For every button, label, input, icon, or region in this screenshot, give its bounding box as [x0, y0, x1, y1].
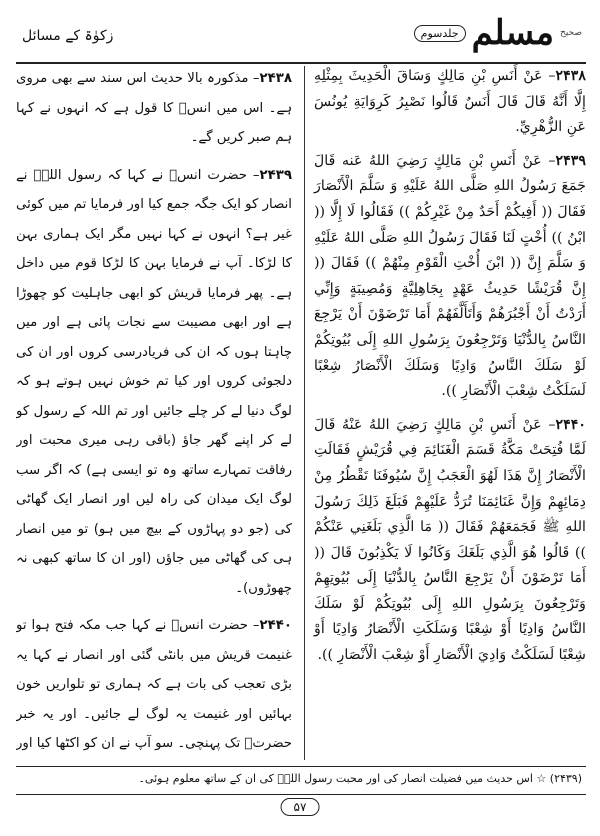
hadith-number: ۲۴۳۸ [555, 68, 586, 84]
footnote: (۲۴۳۹) ☆ اس حدیث میں فضیلت انصار کی اور محبت رسول اللہؐ کی ان کے ساتھ معلوم ہوئی۔ [138, 772, 582, 785]
arabic-hadith [314, 413, 586, 669]
hadith-number: ۲۴۴۰ [555, 416, 586, 433]
arabic-hadith [314, 64, 586, 141]
chapter-title: زکوٰۃ کے مسائل [22, 28, 114, 44]
column-divider [304, 66, 305, 760]
arabic-hadith [314, 149, 586, 405]
hadith-number: ۲۴۳۹ [555, 152, 586, 169]
page-header [16, 6, 586, 64]
paragraph-number: ۲۴۳۹ [259, 167, 292, 183]
book-title: مسلم [471, 13, 555, 53]
hadith-text: – عَنْ أَنَسِ بْنِ مَالِكٍ رَضِيَ اللهُ عَنْهُ قَالَ لَمَّا فُتِحَتْ مَكَّةُ قَسَمَ الْغَنَائِمَ فِي قُرَيْشٍ فَقَالَتِ الْأَنْصَارُ إِنَّ هَذَا لَهُوَ الْعَجَبُ إِنَّ سُيُوفَنَا تَقْطُرُ مِنْ دِمَائِهِمْ وَإِنَّ غَنَائِمَنَا تُرَدُّ عَلَيْهِمْ فَبَلَغَ ذَلِكَ رَسُولَ اللهِ ﷺ فَجَمَعَهُمْ فَقَالَ (( مَا الَّذِي بَلَغَنِي عَنْكُمْ )) قَالُوا هُوَ الَّذِي بَلَغَكَ وَكَانُوا لَا يَكْذِبُونَ قَالَ (( أَمَا تَرْضَوْنَ أَنْ يَرْجِعَ النَّاسُ بِالدُّنْيَا إِلَى بُيُوتِهِمْ وَتَرْجِعُونَ بِرَسُولِ اللهِ إِلَى بُيُوتِكُمْ لَوْ سَلَكَ النَّاسُ وَادِيًا أَوْ شِعْبًا وَسَلَكَتِ الْأَنْصَارُ وَادِيًا أَوْ شِعْبًا لَسَلَكْتُ وَادِيَ الْأَنْصَارِ أَوْ شِعْبَ الْأَنْصَارِ )). [314, 416, 586, 664]
volume-label: جلدسوم [414, 25, 466, 42]
hadith-text: – عَنْ أَنَسِ بْنِ مَالِكٍ وَسَاقَ الْحَدِيثَ بِمِثْلِهِ إِلَّا أَنَّهُ قَالَ قَالَ أَنَسٌ قَالُوا نَصْبِرُ كَرِوَايَةِ يُونُسَ عَنِ الزُّهْرِيِّ. [314, 68, 586, 136]
title-ornament: صحیح [560, 28, 582, 38]
urdu-column [16, 64, 298, 760]
paragraph-text: – مذکورہ بالا حدیث اس سند سے بھی مروی ہے۔ اس میں انسؓ کا قول ہے کہ انہوں نے کہا ہم صبر کریں گے۔ [16, 71, 292, 145]
urdu-paragraph [16, 64, 292, 153]
book-title-block [362, 8, 582, 58]
paragraph-text: – حضرت انسؓ نے کہا جب مکہ فتح ہوا تو غنیمت قریش میں بانٹی گئی اور انصار نے کہا یہ بڑی تعجب کی بات ہے کہ ہماری تو تلواریں خون بہائیں اور غنیمت یہ لوگ لے جائیں۔ اور یہ خبر حضرتؐ تک پہنچی۔ سو آپ نے ان کو اکٹھا کیا اور [16, 618, 292, 751]
urdu-paragraph [16, 611, 292, 760]
hadith-text: – عَنْ أَنَسِ بْنِ مَالِكٍ رَضِيَ اللهُ عَنه قَالَ جَمَعَ رَسُولُ اللهِ صَلَّى اللهُ عَلَيْهِ وَ سَلَّمَ الْأَنْصَارَ فَقَالَ (( أَفِيكُمْ أَحَدٌ مِنْ غَيْرِكُمْ )) فَقَالُوا لَا إِلَّا (( ابْنُ )) أُخْتٍ لَنَا فَقَالَ رَسُولُ اللهِ صَلَّى اللهُ عَلَيْهِ وَ سَلَّمَ إِنَّ (( ابْنَ أُخْتِ الْقَوْمِ مِنْهُمْ )) فَقَالَ (( إِنَّ قُرَيْشًا حَدِيثُ عَهْدٍ بِجَاهِلِيَّةٍ وَمُصِيبَةٍ وَإِنِّي أَرَدْتُ أَنْ أَجْبُرَهُمْ وَأَتَأَلَّفَهُمْ أَمَا تَرْضَوْنَ أَنْ يَرْجِعَ النَّاسُ بِالدُّنْيَا وَتَرْجِعُونَ بِرَسُولِ اللهِ إِلَى بُيُوتِكُمْ لَوْ سَلَكَ النَّاسُ وَادِيًا وَسَلَكَ الْأَنْصَارُ شِعْبًا لَسَلَكْتُ شِعْبَ الْأَنْصَارِ )). [314, 152, 586, 400]
footnote-rule [16, 766, 586, 767]
paragraph-text: – حضرت انسؓ نے کہا کہ رسول اللہؐ نے انصار کو ایک جگہ جمع کیا اور فرمایا تم میں کوئی غیر ہے؟ انہوں نے کہا نہیں مگر ایک ہماری بہن کا لڑکا۔ آپ نے فرمایا بہن کا لڑکا قوم میں داخل ہے۔ پھر فرمایا قریش کو ابھی جاہلیت کو چھوڑا ہے اور ابھی مصیبت سے نجات پائی ہے اور میں چاہتا ہوں کہ ان کی فریادرسی کروں اور ان کی دلجوئی کروں اور کیا تم خوش نہیں ہوتے ہو کہ لوگ دنیا لے کر چلے جائیں اور تم اللہ کے رسول کو لے کر اپنے گھر جاؤ (باقی رہی میری محبت اور رفاقت تمہارے ساتھ وہ تو ایسی ہے) کہ اگر سب لوگ ایک میدان کی راہ لیں اور انصار ایک گھاٹی کی (جو دو پہاڑوں کے بیچ میں ہو) تو میں انصار ہی کی گھاٹی میں جاؤں (اور ان کا ساتھ کبھی نہ چھوڑوں)۔ [16, 167, 292, 596]
paragraph-number: ۲۴۴۰ [259, 618, 292, 633]
paragraph-number: ۲۴۳۸ [259, 71, 292, 86]
bottom-rule [16, 794, 586, 795]
page-number: ۵۷ [281, 798, 320, 816]
urdu-paragraph [16, 161, 292, 604]
arabic-column [308, 64, 586, 760]
